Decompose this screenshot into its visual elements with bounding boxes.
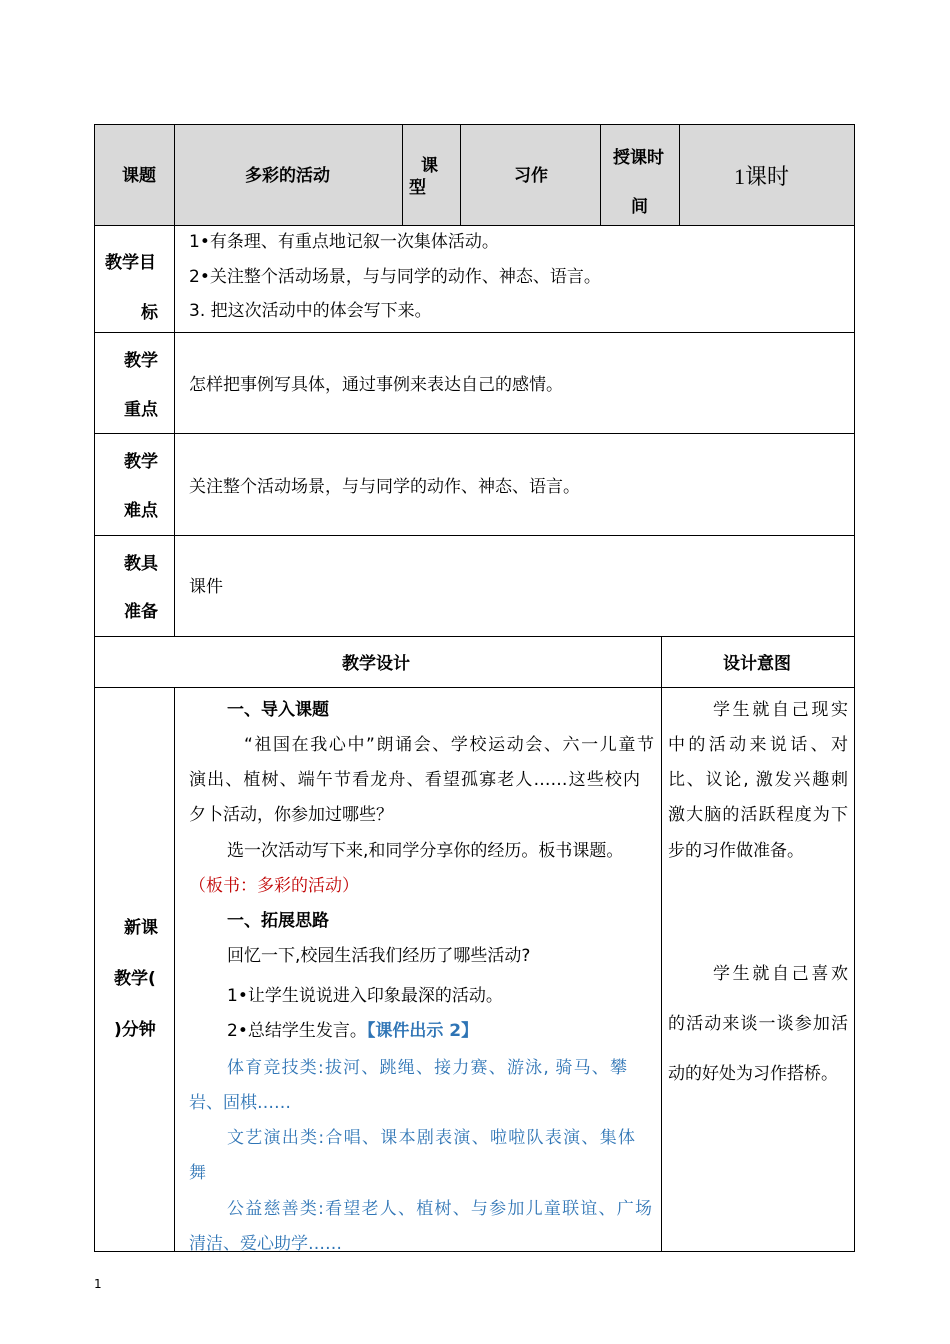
para-3: 回忆一下,校园生活我们经历了哪些活动?: [227, 946, 531, 966]
type-value: 习作: [514, 166, 548, 186]
difficulties-label-line-1: 教学: [124, 452, 158, 472]
intent-1-line-1: 学生就自己现实: [713, 700, 848, 720]
category-1-line-2: 岩、固棋……: [189, 1093, 291, 1113]
new-lesson-label-line-2: 教学(: [114, 969, 156, 989]
category-2-line-2: 舞: [189, 1163, 206, 1183]
table-border-top: [94, 124, 855, 125]
materials-label-line-1: 教具: [124, 554, 158, 574]
design-column-title: 教学设计: [342, 654, 410, 674]
category-2-line-1: 文艺演出类:合唱、课本剧表演、啦啦队表演、集体: [227, 1128, 635, 1148]
time-value-number: 1: [734, 164, 745, 189]
para-1-line-1: “祖国在我心中”朗诵会、学校运动会、六一儿童节: [244, 735, 654, 755]
para-1-line-3: 夕卜活动，你参加过哪些？: [189, 805, 393, 825]
intent-1-line-4: 激大脑的活跃程度为下: [668, 805, 848, 825]
intent-2-line-2: 的活动来谈一谈参加活: [668, 1014, 848, 1034]
para-1-line-2: 演出、植树、端午节看龙舟、看望孤寡老人……这些校内: [189, 770, 640, 790]
materials-label-line-2: 准备: [124, 602, 158, 622]
page-number: 1: [94, 1277, 102, 1291]
row-divider-goals: [94, 332, 855, 333]
table-border-right: [854, 124, 855, 1252]
intent-1-line-3: 比、议论, 激发兴趣刺: [668, 770, 848, 790]
materials-value: 课件: [189, 577, 223, 597]
category-1-line-1: 体育竞技类:拔河、跳绳、接力赛、游泳, 骑马、攀: [227, 1058, 627, 1078]
col-divider-header-4: [600, 124, 601, 225]
category-3-line-2: 清洁、爱心助学……: [189, 1234, 342, 1251]
keypoints-value: 怎样把事例写具体，通过事例来表达自己的感情。: [189, 375, 563, 395]
item-2: [227, 1021, 478, 1041]
section-2-title: 一、拓展思路: [227, 911, 329, 931]
time-label-line-1: 授课时: [613, 148, 664, 168]
row-divider-keypoints: [94, 433, 855, 434]
difficulties-label-line-2: 难点: [124, 501, 158, 521]
type-label-line-2: 型: [409, 178, 426, 198]
section-1-title: 一、导入课题: [227, 700, 329, 720]
time-value: [734, 164, 789, 191]
topic-label: 课题: [122, 166, 156, 186]
time-label-line-2: 间: [631, 197, 648, 217]
keypoints-label-line-1: 教学: [124, 351, 158, 371]
col-divider-label-lower: [174, 687, 175, 1251]
time-value-text: 课时: [745, 165, 790, 190]
topic-value: 多彩的活动: [245, 166, 330, 186]
goals-label-line-2: 标: [141, 303, 158, 323]
row-divider-difficulties: [94, 535, 855, 536]
type-label-line-1: 课: [421, 156, 438, 176]
intent-2-line-1: 学生就自己喜欢: [713, 964, 848, 984]
new-lesson-label-line-3: )分钟: [114, 1020, 156, 1040]
col-divider-header-5: [679, 124, 680, 225]
row-divider-materials: [94, 636, 855, 637]
intent-1-line-2: 中的活动来说话、对: [668, 735, 848, 755]
item-1: 1•让学生说说进入印象最深的活动。: [227, 986, 503, 1006]
item-2-text: 2•总结学生发言。: [227, 1021, 367, 1041]
table-border-left: [94, 124, 95, 1252]
table-border-bottom: [94, 1251, 855, 1252]
row-divider-design-header: [94, 687, 855, 688]
intent-2-line-3: 动的好处为习作搭桥。: [668, 1064, 838, 1084]
para-2: 选一次活动写下来,和同学分享你的经历。板书课题。: [227, 841, 624, 861]
difficulties-value: 关注整个活动场景，与与同学的动作、神态、语言。: [189, 477, 580, 497]
col-divider-intent: [661, 636, 662, 1251]
goal-item-1: 1•有条理、有重点地记叙一次集体活动。: [189, 232, 499, 252]
item-2-tag: 【课件出示 2】: [366, 1021, 479, 1041]
col-divider-header-3: [460, 124, 461, 225]
intent-column-title: 设计意图: [723, 654, 791, 674]
keypoints-label-line-2: 重点: [124, 400, 158, 420]
col-divider-header-2: [402, 124, 403, 225]
goal-item-3: 3. 把这次活动中的体会写下来。: [189, 301, 432, 321]
board-note: （板书：多彩的活动）: [189, 876, 359, 896]
category-3-line-1: 公益慈善类:看望老人、植树、与参加儿童联谊、广场: [227, 1199, 652, 1219]
row-divider-header: [94, 225, 855, 226]
new-lesson-label-line-1: 新课: [124, 918, 158, 938]
goal-item-2: 2•关注整个活动场景，与与同学的动作、神态、语言。: [189, 267, 601, 287]
goals-label-line-1: 教学目: [105, 253, 156, 273]
intent-1-line-5: 步的习作做准备。: [668, 841, 804, 861]
col-divider-label: [174, 124, 175, 636]
